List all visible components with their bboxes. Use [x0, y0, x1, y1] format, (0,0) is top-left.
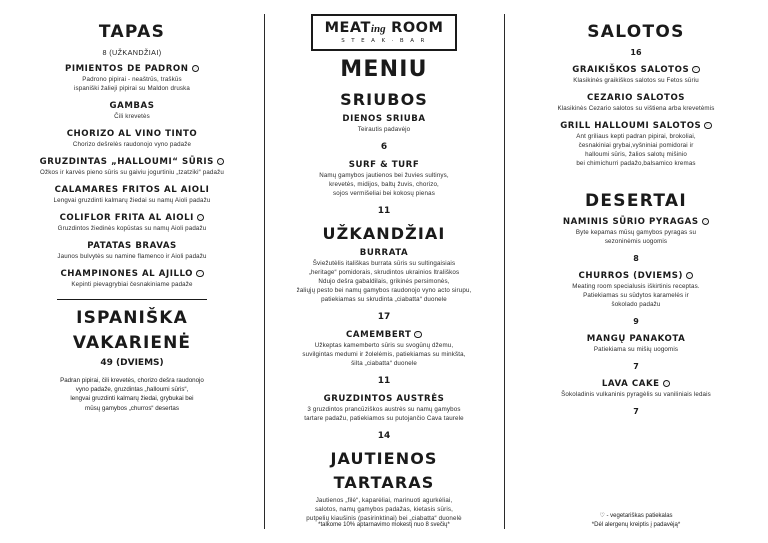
- menu-item-name: GRILL HALLOUMI SALOTOS ♡: [560, 120, 711, 131]
- tapas-items: [10, 64, 254, 290]
- salads-price: 16: [630, 48, 642, 57]
- menu-item-description: Jaunos bulvytės su namine flamenco ir Aioli padažu: [57, 252, 207, 260]
- menu-item: [274, 330, 494, 369]
- menu-item-description: Gruzdintos žiedinės kopūstas su namų Aioli padažu: [57, 224, 207, 232]
- vegetarian-icon: ♡: [663, 380, 669, 387]
- section-title: JAUTIENOS: [330, 448, 438, 468]
- menu-item: [10, 241, 254, 262]
- menu-item-description: Užkeptas kamemberto sūris su svogūnų džemu, suvilgintas medumi ir žolelėmis, patiekiamas su minkšta, šilta „ciabatta“ duonele: [302, 341, 466, 367]
- right-column: [504, 0, 768, 543]
- menu-item-name: DIENOS SRIUBA: [342, 114, 426, 124]
- menu-item-name: CAMEMBERT ♡: [346, 329, 421, 340]
- menu-item-name: MANGŲ PANAKOTA: [586, 333, 686, 344]
- menu-item-name: LAVA CAKE ♡: [601, 378, 669, 389]
- menu-item-description: Klasikinės Cezario salotos su vištiena arba krevetėmis: [557, 104, 715, 112]
- dinner-title-line1: ISPANIŠKA: [76, 307, 188, 328]
- vegetarian-icon: ♡: [705, 122, 711, 129]
- menu-item-description: Lengvai gruzdinti kalmarų žiedai su namų Aioli padažu: [53, 196, 211, 204]
- menu-item-description: Namų gamybos jautienos bei žuvies sultinys, krevetės, midijos, baltų žuvis, chorizo, sojos vermišeliai bei kokosų pienas: [319, 171, 449, 197]
- tapas-heading: TAPAS: [98, 22, 166, 42]
- logo-ing: ing: [370, 23, 386, 35]
- menu-item-description: Čili krevetės: [114, 112, 150, 120]
- mid-sections: [274, 90, 494, 524]
- logo-wordmark: [325, 21, 444, 36]
- menu-item-description: Ožkos ir karvės pieno sūris su gaiviu jogurtiniu „tzatziki“ padažu: [40, 168, 224, 176]
- section-title: SRIUBOS: [340, 90, 428, 109]
- menu-item-price: 11: [377, 205, 391, 216]
- left-column: [0, 0, 264, 543]
- menu-item-name: GRUZDINTAS „HALLOUMI“ SŪRIS ♡: [39, 156, 224, 167]
- menu-item: [10, 129, 254, 150]
- dessert-items: [514, 217, 758, 416]
- menu-item-price: 9: [633, 316, 639, 326]
- menu-item-description: Teirautis padavėjo: [357, 126, 411, 133]
- vegetarian-icon: ♡: [415, 331, 421, 338]
- divider-rule: [57, 299, 207, 300]
- section-title: UŽKANDŽIAI: [322, 223, 446, 243]
- menu-item: [514, 271, 758, 310]
- menu-item-price: 6: [380, 141, 388, 152]
- middle-column: [264, 0, 504, 543]
- vegetarian-icon: ♡: [702, 218, 708, 225]
- menu-item: [514, 217, 758, 247]
- menu-item: [10, 185, 254, 206]
- menu-item-description: Byte kepamas mūsų gamybos pyragas su sezoninėmis uogomis: [575, 228, 697, 245]
- salads-heading: SALOTOS: [587, 22, 685, 42]
- menu-item-name: CHORIZO AL VINO TINTO: [66, 128, 198, 139]
- menu-item-price: 7: [633, 361, 639, 371]
- footnote-line: *Dėl alergenų kreiptis į padavėją*: [591, 522, 681, 529]
- menu-item-name: CALAMARES FRITOS AL AIOLI: [54, 184, 210, 195]
- vegetarian-icon: ♡: [218, 158, 224, 165]
- menu-item-price: 7: [633, 406, 639, 416]
- logo: [274, 14, 494, 51]
- menu-item-description: 3 gruzdintos prancūziškos austrės su namų gamybos tartare padažu, patiekiamos su putojančio Cava taurele: [304, 405, 464, 422]
- menu-item-name: CHURROS (DVIEMS) ♡: [578, 270, 693, 281]
- menu-item-price: 14: [377, 430, 391, 441]
- menu-item-description: Klasikinės graikiškos salotos su Fetos sūriu: [573, 77, 699, 84]
- menu-item-price: 8: [633, 253, 639, 263]
- menu-item: [514, 334, 758, 355]
- menu-item: [10, 213, 254, 234]
- logo-tagline: S T E A K · B A R: [341, 37, 427, 44]
- menu-item-name: NAMINIS SŪRIO PYRAGAS ♡: [562, 216, 708, 227]
- dinner-price: 49 (DVIEMS): [100, 357, 164, 368]
- menu-item: [274, 497, 494, 524]
- vegetarian-icon: ♡: [693, 66, 699, 73]
- menu-item: [274, 160, 494, 199]
- logo-box: [311, 14, 458, 51]
- service-fee-note: *talkome 10% aptarnavimo mokestį nuo 8 svečių*: [318, 522, 450, 529]
- menu-item-name: COLIFLOR FRITA AL AIOLI ♡: [59, 212, 204, 223]
- menu-item: [274, 248, 494, 305]
- menu-item-price: 17: [377, 311, 391, 322]
- dinner-title-line2: VAKARIENĖ: [72, 332, 192, 353]
- menu-item: [10, 101, 254, 122]
- page-title: MENIU: [340, 57, 428, 82]
- menu-item-description: Kepinti pievagrybiai česnakiniame padaže: [71, 280, 193, 288]
- tapas-subnote: 8 (UŽKANDŽIAI): [102, 48, 162, 57]
- allergen-notes: [504, 512, 768, 531]
- menu-item-name: PATATAS BRAVAS: [87, 240, 177, 251]
- menu-item-name: SURF & TURF: [348, 159, 420, 170]
- menu-item-description: Padrono pipirai - neaštrūs, traškūs ispaniški žalieji pipirai su Maldon druska: [73, 76, 190, 92]
- menu-item: [514, 121, 758, 169]
- menu-item: [10, 269, 254, 290]
- menu-item-description: Meating room specialusis iškirtinis receptas. Patiekiamas su sūdytos karamelės ir šokolado padažu: [572, 282, 700, 308]
- vegetarian-icon: ♡: [197, 270, 203, 277]
- menu-item-description: Jautienos „filė“, kaparėliai, marinuoti agurkėliai, salotos, namų gamybos padažas, kietasis sūris, putpelių kiaušinis (pasirinktinai) bei „ciabatta“ duonelė: [306, 496, 462, 522]
- dinner-description: Padran pipirai, čili krevetės, chorizo dešra raudonojo vyno padaže, gruzdintas „halloumi sūris“, lengvai gruzdinti kalmarų žiedai, grybukai bei mūsų gamybos „churros“ desertas: [60, 376, 204, 412]
- menu-item-name: PIMIENTOS DE PADRON ♡: [64, 64, 198, 74]
- footnote-line: ♡ - vegetariškas patiekalas: [599, 512, 673, 519]
- menu-item-description: Patiekiama su mišių uogomis: [593, 345, 679, 353]
- menu-item: [10, 157, 254, 178]
- menu-item-description: Šokoladinis vulkaninis pyragėlis su vaniliniais ledais: [561, 390, 711, 398]
- menu-item: [514, 93, 758, 114]
- vegetarian-icon: ♡: [198, 214, 204, 221]
- menu-item-description: Chorizo dešrelės raudonojo vyno padaže: [72, 140, 192, 148]
- vegetarian-icon: ♡: [687, 272, 693, 279]
- menu-item: [274, 114, 494, 135]
- menu-item-name: GAMBAS: [109, 100, 155, 111]
- section-title: TARTARAS: [333, 472, 435, 492]
- menu-item-name: GRUZDINTOS AUSTRĖS: [323, 393, 445, 404]
- logo-meat: MEAT: [324, 20, 371, 36]
- menu-item: [514, 379, 758, 400]
- menu-item-name: CEZARIO SALOTOS: [586, 92, 686, 103]
- menu-item-description: Šviežutėlis itališkas burrata sūris su sultingaisiais „heritage“ pomidorais, skrudintos ukrainios ltrališkos Ndujo dešra gabaldilais, grikinės persimonės, žaliųjų pesto bei namų gamybos raudonojo vyno acto sirupu, patiekiamas su skrudinta „ciabatta“ duonele: [296, 259, 472, 303]
- menu-item-name: GRAIKIŠKOS SALOTOS ♡: [572, 65, 699, 75]
- menu-item: [514, 65, 758, 86]
- desserts-heading: DESERTAI: [584, 190, 688, 211]
- menu-item: [274, 394, 494, 424]
- logo-room: ROOM: [391, 20, 444, 36]
- vegetarian-icon: ♡: [192, 65, 198, 72]
- menu-item: [10, 64, 254, 94]
- menu-item-description: Ant griliaus kepti padran pipirai, brokoliai, česnakiniai grybai,vyšniniai pomidorai ir halloumi sūris, žalios salotų mišinio bei chimichurri padažo,balsamico kremas: [576, 132, 696, 167]
- salad-items: [514, 65, 758, 169]
- menu-item-name: BURRATA: [359, 247, 409, 258]
- menu-item-name: CHAMPINONES AL AJILLO ♡: [60, 268, 203, 279]
- menu-item-price: 11: [377, 375, 391, 386]
